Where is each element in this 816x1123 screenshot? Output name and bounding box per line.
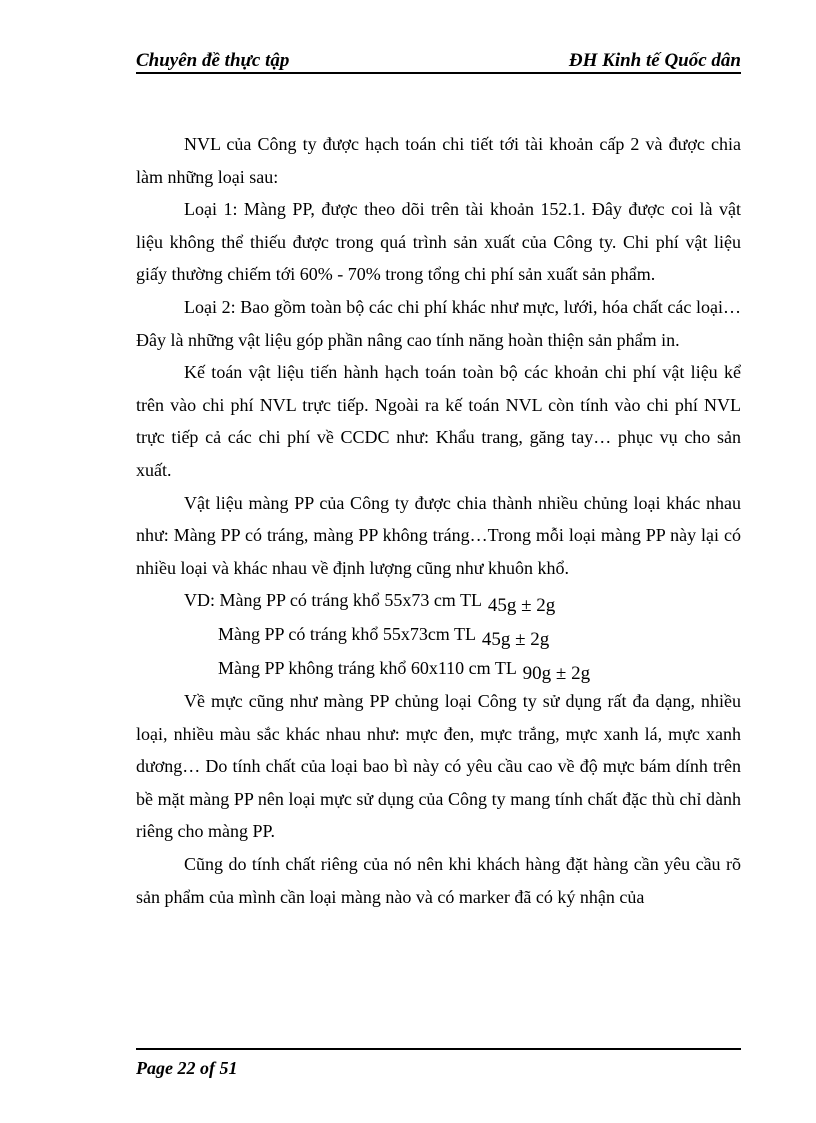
paragraph-ink: Về mực cũng như màng PP chủng loại Công ty sử dụng rất đa dạng, nhiều loại, nhiều màu sắc khác nhau như: mực đen, mực trắng, mực xanh lá, mực xanh dương… Do tính chất của loại bao bì này có yêu cầu cao về độ mực bám dính trên bề mặt màng PP nên loại mực sử dụng của Công ty mang tính chất đặc thù chỉ dành riêng cho màng PP. — [136, 691, 741, 842]
example-text: Màng PP không tráng khổ 60x110 cm TL — [218, 657, 517, 678]
example-formula: 45g ± 2g — [481, 628, 550, 650]
document-body — [136, 128, 741, 913]
example-text: VD: Màng PP có tráng khổ 55x73 cm TL — [184, 590, 482, 611]
paragraph-accounting: Kế toán vật liệu tiến hành hạch toán toàn bộ các khoản chi phí vật liệu kể trên vào chi phí NVL trực tiếp. Ngoài ra kế toán NVL còn tính vào chi phí NVL trực tiếp cả các chi phí về CCDC như: Khẩu trang, găng tay… phục vụ cho sản xuất. — [136, 362, 741, 480]
paragraph-intro: NVL của Công ty được hạch toán chi tiết tới tài khoản cấp 2 và được chia làm những loại sau: — [136, 134, 741, 187]
page-footer — [136, 1048, 741, 1078]
paragraph-type-2: Loại 2: Bao gồm toàn bộ các chi phí khác như mực, lưới, hóa chất các loại… Đây là những vật liệu góp phần nâng cao tính năng hoàn thiện sản phẩm in. — [136, 296, 741, 350]
page-header — [136, 46, 741, 74]
header-title-right: ĐH Kinh tế Quốc dân — [568, 50, 741, 71]
example-line — [136, 584, 741, 618]
example-line — [136, 652, 741, 686]
example-formula: 45g ± 2g — [487, 595, 556, 617]
paragraph-type-1: Loại 1: Màng PP, được theo dõi trên tài khoản 152.1. Đây được coi là vật liệu không thể thiếu được trong quá trình sản xuất của Công ty. Chi phí vật liệu giấy thường chiếm tới 60% - 70% trong tổng chi phí sản xuất sản phẩm. — [136, 199, 741, 285]
header-title-left: Chuyên đề thực tập — [136, 50, 290, 71]
page-number: Page 22 of 51 — [136, 1058, 238, 1078]
example-line — [136, 618, 741, 652]
paragraph-order: Cũng do tính chất riêng của nó nên khi khách hàng đặt hàng cần yêu cầu rõ sản phẩm của mình cần loại màng nào và có marker đã có ký nhận của — [136, 854, 741, 907]
example-formula: 90g ± 2g — [522, 662, 591, 684]
example-text: Màng PP có tráng khổ 55x73cm TL — [218, 623, 476, 644]
paragraph-pp-film: Vật liệu màng PP của Công ty được chia thành nhiều chủng loại khác nhau như: Màng PP có tráng, màng PP không tráng…Trong mỗi loại màng PP này lại có nhiều loại và khác nhau về định lượng cũng như khuôn khổ. — [136, 492, 741, 578]
